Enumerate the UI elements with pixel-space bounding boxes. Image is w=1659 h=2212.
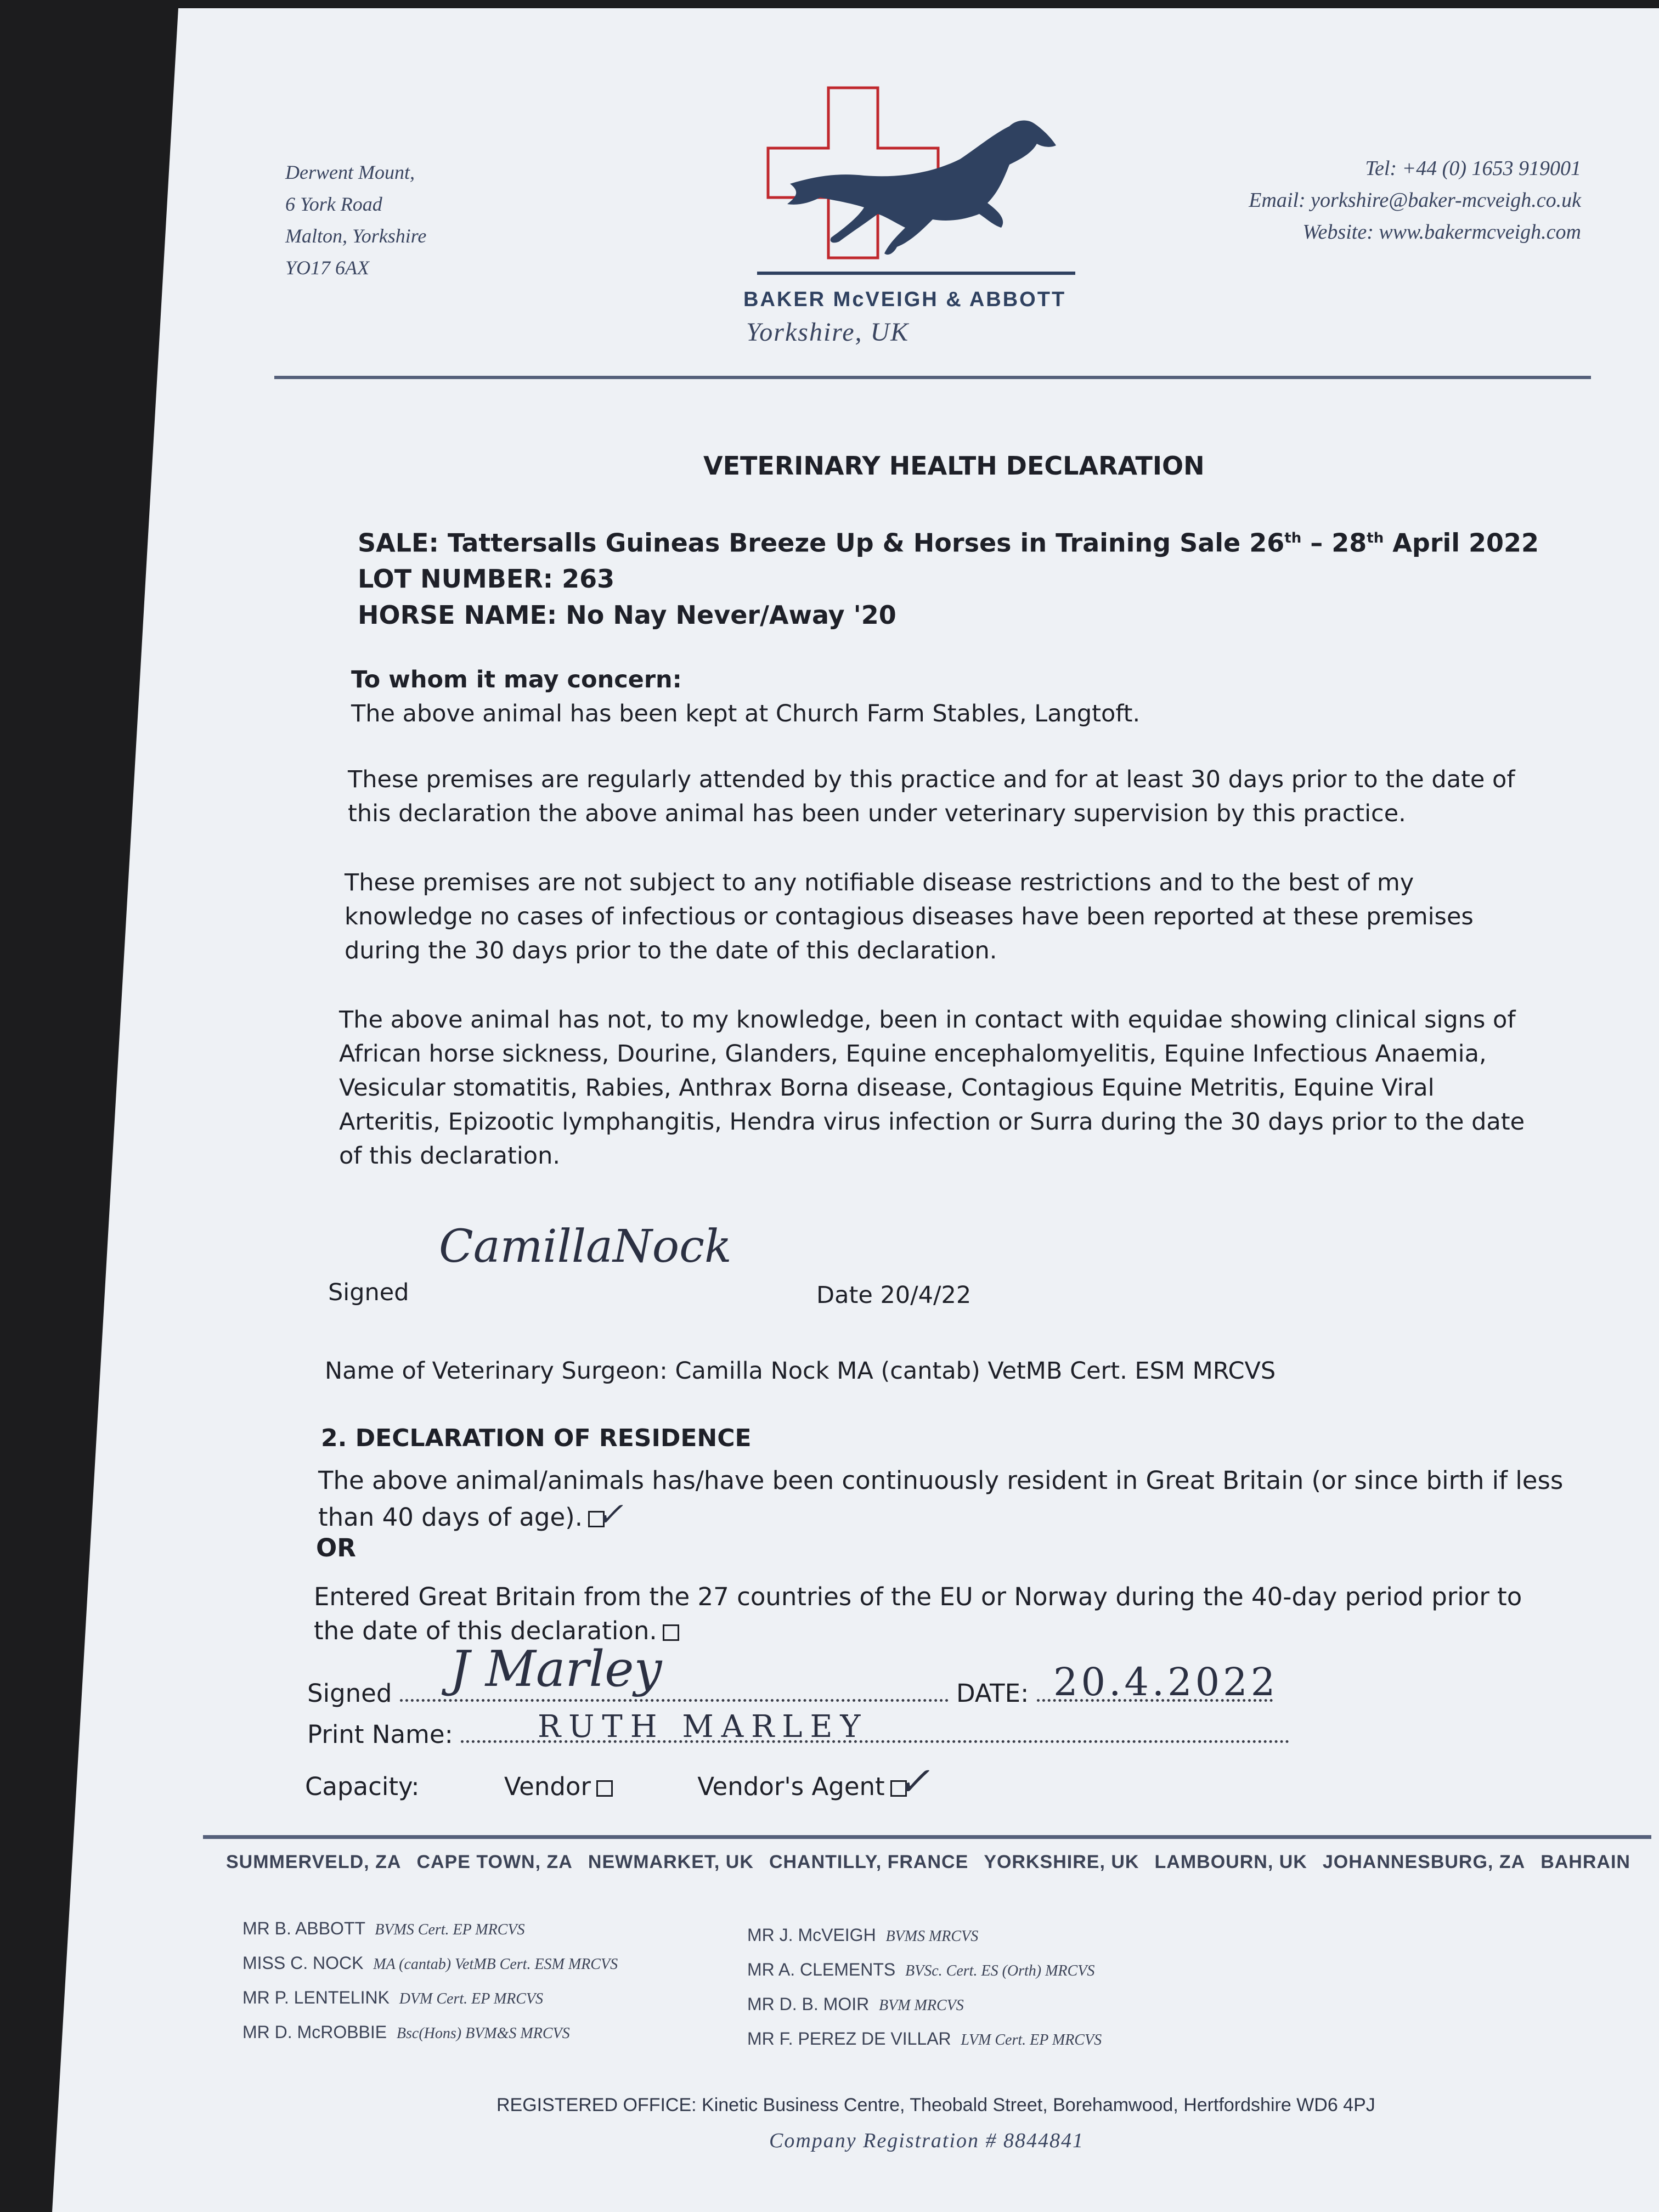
company-name: BAKER McVEIGH & ABBOTT [743, 288, 1066, 311]
office-location: CAPE TOWN, ZA [416, 1852, 573, 1872]
staff-member: MR J. McVEIGH BVMS MRCVS [747, 1925, 979, 1945]
company-address [285, 156, 426, 284]
agent-check-mark: ✓ [896, 1758, 930, 1804]
vendor-signed-row: Signed DATE: [307, 1679, 1273, 1708]
residence-option-resident: The above animal/animals has/have been continuously resident in Great Britain (or since birth if less than 40 days of age). ✓ [318, 1466, 1564, 1534]
residence-heading: 2. DECLARATION OF RESIDENCE [321, 1424, 752, 1452]
sale-info [358, 520, 1539, 633]
address-line: Derwent Mount, [285, 161, 415, 183]
office-location: BAHRAIN [1541, 1852, 1630, 1872]
vet-date: Date 20/4/22 [816, 1282, 972, 1309]
company-registration: Company Registration # 8844841 [769, 2129, 1085, 2152]
staff-list-right [747, 1918, 1102, 2057]
kept-statement: The above animal has been kept at Church Farm Stables, Langtoft. [351, 700, 1141, 727]
vendor-checkbox[interactable] [596, 1780, 613, 1797]
office-location: YORKSHIRE, UK [984, 1852, 1139, 1872]
registered-office: REGISTERED OFFICE: Kinetic Business Centre, Theobald Street, Borehamwood, Hertfordshire WD6 4PJ [496, 2095, 1375, 2115]
horse-and-cross-logo-icon [757, 82, 1075, 280]
horse-name: HORSE NAME: No Nay Never/Away '20 [358, 600, 896, 630]
company-location: Yorkshire, UK [746, 318, 910, 347]
print-name-value: RUTH MARLEY [538, 1709, 868, 1745]
staff-list-left [242, 1912, 618, 2050]
vet-signed-label: Signed [328, 1279, 409, 1306]
office-list [226, 1852, 1630, 1873]
or-separator: OR [316, 1533, 356, 1562]
supervision-paragraph: These premises are regularly attended by this practice and for at least 30 days prior to the date of this declaration the above animal has been under veterinary supervision by this practice. [348, 766, 1515, 827]
address-line: YO17 6AX [285, 257, 369, 279]
restrictions-paragraph: These premises are not subject to any notifiable disease restrictions and to the best of my knowledge no cases of infectious or contagious diseases have been reported at these premises during the 30 days prior to the date of this declaration. [345, 869, 1474, 964]
staff-member: MISS C. NOCK MA (cantab) VetMB Cert. ESM MRCVS [242, 1953, 618, 1973]
staff-member: MR D. B. MOIR BVM MRCVS [747, 1994, 964, 2014]
document-title: VETERINARY HEALTH DECLARATION [703, 451, 1205, 481]
vendor-signature: J Marley [450, 1640, 662, 1698]
staff-member: MR B. ABBOTT BVMS Cert. EP MRCVS [242, 1918, 525, 1938]
lot-number: LOT NUMBER: 263 [358, 564, 615, 594]
vet-signature: CamillaNock [439, 1221, 732, 1273]
salutation-block [351, 663, 1140, 731]
contact-phone: Tel: +44 (0) 1653 919001 [1365, 157, 1581, 180]
office-location: SUMMERVELD, ZA [226, 1852, 402, 1872]
staff-member: MR D. McROBBIE Bsc(Hons) BVM&S MRCVS [242, 2022, 570, 2042]
address-line: 6 York Road [285, 193, 382, 215]
print-name-row: Print Name: [307, 1720, 1289, 1749]
letterhead-divider [274, 376, 1591, 379]
office-location: LAMBOURN, UK [1154, 1852, 1307, 1872]
office-location: NEWMARKET, UK [588, 1852, 754, 1872]
sale-line: SALE: Tattersalls Guineas Breeze Up & Horses in Training Sale 26th – 28th April 2022 [358, 528, 1539, 558]
entered-checkbox[interactable] [663, 1624, 679, 1641]
staff-member: MR F. PEREZ DE VILLAR LVM Cert. EP MRCVS [747, 2029, 1102, 2049]
capacity-row: Capacity: Vendor Vendor's Agent ✓ [305, 1758, 930, 1804]
footer-divider [203, 1835, 1651, 1839]
salutation: To whom it may concern: [351, 666, 682, 693]
contact-email: Email: yorkshire@baker-mcveigh.co.uk [1249, 189, 1581, 212]
residence-option-entered: Entered Great Britain from the 27 countries of the EU or Norway during the 40-day period prior to the date of this declaration. [314, 1582, 1522, 1645]
staff-member: MR P. LENTELINK DVM Cert. EP MRCVS [242, 1988, 544, 2007]
veterinary-surgeon-name: Name of Veterinary Surgeon: Camilla Nock MA (cantab) VetMB Cert. ESM MRCVS [325, 1357, 1276, 1385]
contact-website: Website: www.bakermcveigh.com [1302, 221, 1581, 244]
staff-member: MR A. CLEMENTS BVSc. Cert. ES (Orth) MRCVS [747, 1960, 1095, 1979]
resident-check-mark: ✓ [596, 1496, 624, 1534]
office-location: CHANTILLY, FRANCE [769, 1852, 969, 1872]
office-location: JOHANNESBURG, ZA [1322, 1852, 1526, 1872]
company-contact [1249, 153, 1581, 248]
vendor-date-value: 20.4.2022 [1053, 1660, 1279, 1705]
disease-contact-paragraph: The above animal has not, to my knowledge, been in contact with equidae showing clinical signs of African horse sickness, Dourine, Glanders, Equine encephalomyelitis, Equine Infectious Anaemia, Vesicular stomatitis, Rabies, Anthrax Borna disease, Contagious Equine Metritis, Equine Viral Arteritis, Epizootic lymphangitis, Hendra virus infection or Surra during the 30 days prior to the date of this declaration. [339, 1006, 1525, 1170]
address-line: Malton, Yorkshire [285, 225, 427, 247]
